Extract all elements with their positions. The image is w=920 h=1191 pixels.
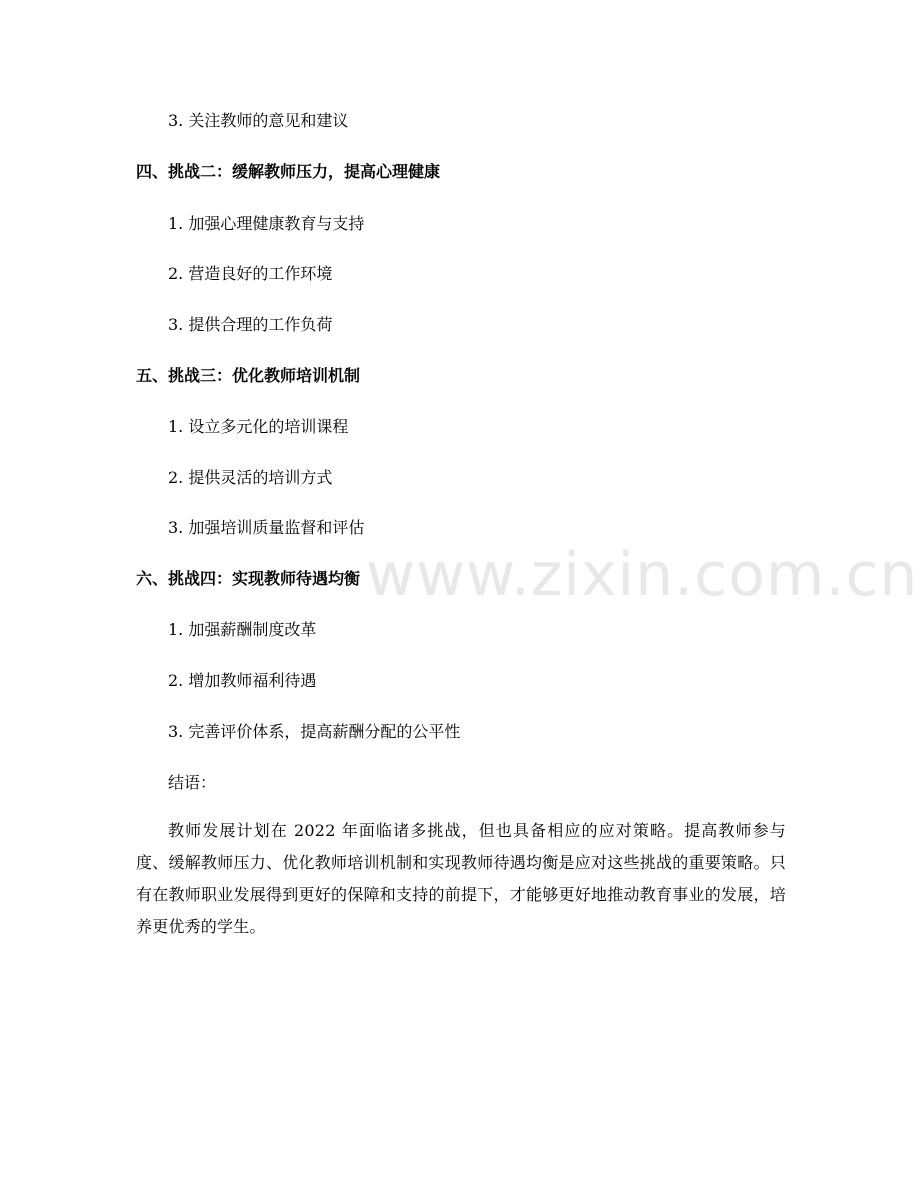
list-item: 2. 增加教师福利待遇 bbox=[168, 671, 317, 690]
list-item: 2. 营造良好的工作环境 bbox=[168, 264, 333, 283]
list-item: 3. 关注教师的意见和建议 bbox=[168, 111, 349, 130]
conclusion-label: 结语： bbox=[168, 773, 217, 792]
conclusion-paragraph: 教师发展计划在 2022 年面临诸多挑战，但也具备相应的应对策略。提高教师参与度、缓解教师压力、优化教师培训机制和实现教师待遇均衡是应对这些挑战的重要策略。只有在教师职业发展得到更好的保障和支持的前提下，才能够更好地推动教育事业的发展，培养更优秀的学生。 bbox=[136, 821, 786, 936]
section-heading-6: 六、挑战四：实现教师待遇均衡 bbox=[136, 569, 361, 588]
list-item: 3. 提供合理的工作负荷 bbox=[168, 315, 333, 334]
list-item: 1. 设立多元化的培训课程 bbox=[168, 417, 349, 436]
section-heading-5: 五、挑战三：优化教师培训机制 bbox=[136, 366, 361, 385]
list-item: 3. 完善评价体系，提高薪酬分配的公平性 bbox=[168, 722, 461, 741]
list-item: 1. 加强薪酬制度改革 bbox=[168, 620, 317, 639]
watermark: www.zixin.com.cn bbox=[366, 540, 919, 610]
list-item: 1. 加强心理健康教育与支持 bbox=[168, 214, 365, 233]
list-item: 2. 提供灵活的培训方式 bbox=[168, 468, 333, 487]
list-item: 3. 加强培训质量监督和评估 bbox=[168, 518, 365, 537]
section-heading-4: 四、挑战二：缓解教师压力，提高心理健康 bbox=[136, 162, 441, 181]
